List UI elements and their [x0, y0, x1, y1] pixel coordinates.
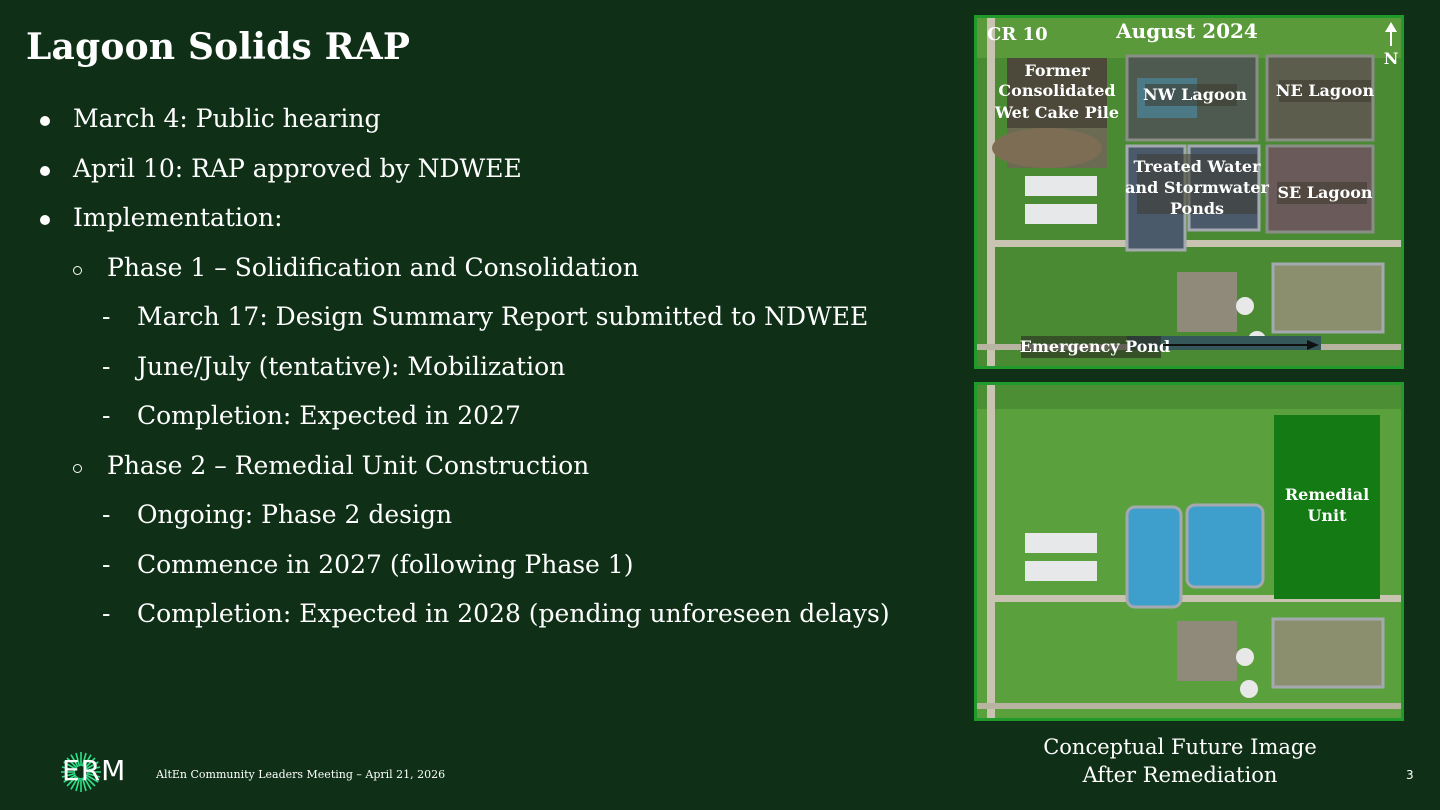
date-label: August 2024: [1116, 19, 1258, 43]
bullet-dot-icon: [40, 116, 50, 126]
bullet-circle-icon: [73, 464, 82, 473]
bullet-dash-icon: -: [102, 599, 111, 628]
label-ponds-3: Ponds: [1169, 199, 1225, 218]
erm-logo-text: ERM: [62, 754, 127, 787]
road-label: CR 10: [987, 24, 1048, 45]
label-remedial-unit-1: Remedial: [1284, 485, 1370, 504]
bullet-dash-icon: -: [102, 550, 111, 579]
label-remedial-unit-2: Unit: [1307, 506, 1347, 525]
label-former-pile-2: Consolidated: [998, 81, 1116, 100]
aerial-map-future: [977, 385, 1401, 718]
label-former-pile-1: Former: [1024, 61, 1090, 80]
slide-title: Lagoon Solids RAP: [26, 26, 411, 68]
page-number: 3: [1406, 768, 1414, 782]
caption-line-2: After Remediation: [1082, 763, 1278, 787]
aerial-map-current: [977, 18, 1401, 366]
bullet-dash-icon: -: [102, 500, 111, 529]
image-caption: [1010, 733, 1350, 789]
label-ne-lagoon: NE Lagoon: [1275, 81, 1375, 100]
label-emergency-pond: Emergency Pond: [1019, 337, 1171, 356]
bullet-dash-icon: -: [102, 401, 111, 430]
aerial-photo-current: [974, 15, 1404, 369]
aerial-photo-future: [974, 382, 1404, 721]
label-former-pile-3: Wet Cake Pile: [994, 103, 1120, 122]
north-label: N: [1383, 49, 1399, 68]
label-ponds-1: Treated Water: [1133, 157, 1261, 176]
bullet-dot-icon: [40, 166, 50, 176]
label-nw-lagoon: NW Lagoon: [1143, 85, 1247, 104]
label-ponds-2: and Stormwater: [1125, 178, 1269, 197]
caption-line-1: Conceptual Future Image: [1043, 735, 1317, 759]
bullet-dash-icon: -: [102, 352, 111, 381]
bullet-dash-icon: -: [102, 302, 111, 331]
bullet-dot-icon: [40, 215, 50, 225]
label-se-lagoon: SE Lagoon: [1277, 183, 1373, 202]
footer-meeting: AltEn Community Leaders Meeting – April 21, 2026: [156, 768, 446, 781]
bullet-circle-icon: [73, 266, 82, 275]
